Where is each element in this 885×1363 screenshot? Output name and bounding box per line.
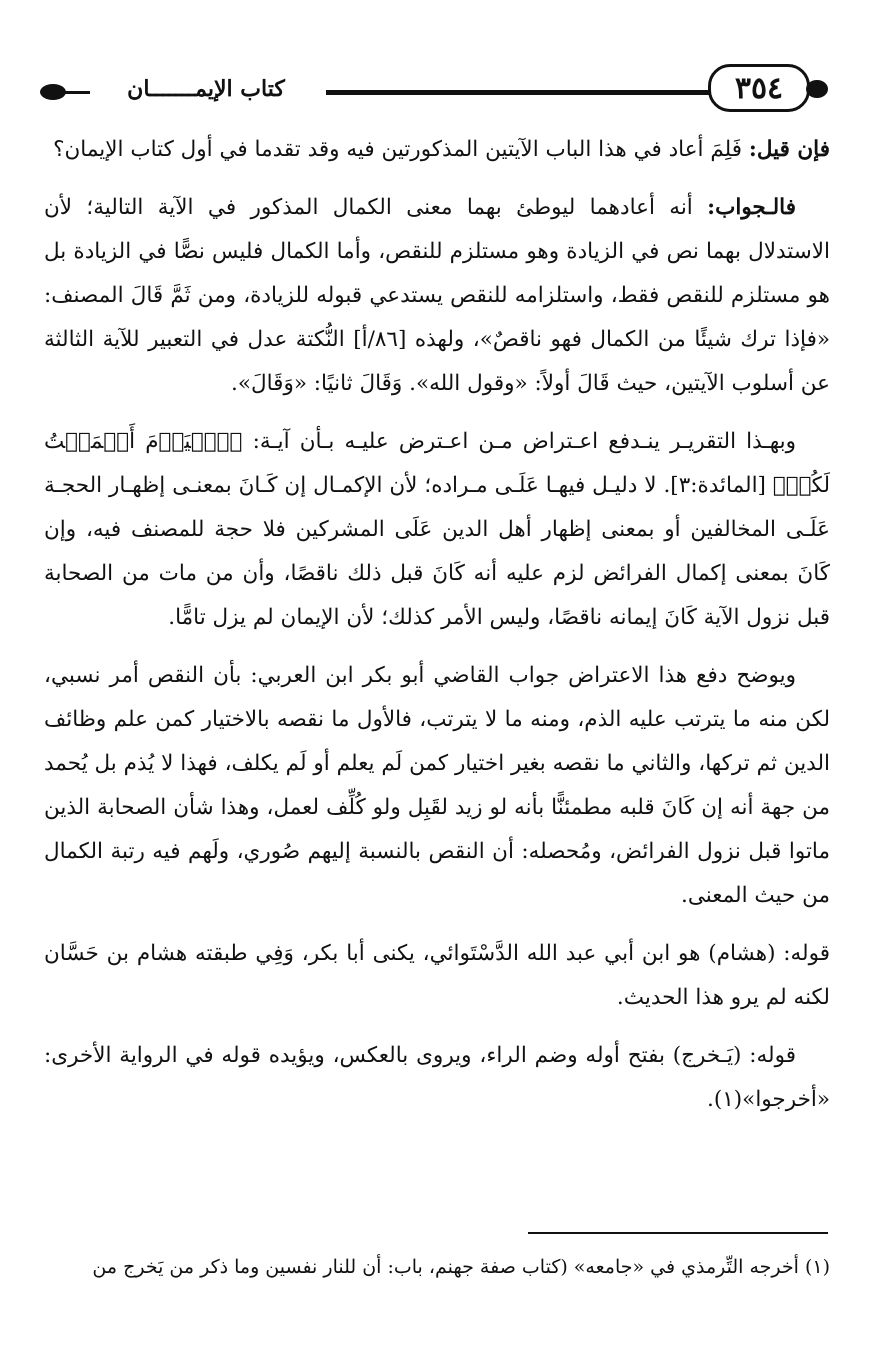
paragraph [44, 186, 830, 406]
paragraph-text: أنه أعادهما ليوطئ بهما معنى الكمال المذكور في الآية التالية؛ لأن الاستدلال بهما نص في الزيادة وهو مستلزم للنقص، وأما الكمال فليس نصًّا في الزيادة بل هو مستلزم للنقص فقط، واستلزامه للنقص يستدعي قبوله للزيادة، ومن ثَمَّ قَالَ المصنف: «فإذا ترك شيئًا من الكمال فهو ناقصٌ»، ولهذه [٨٦/أ] النُّكتة عدل في التعبير للآية الثالثة عن أسلوب الآيتين، حيث قَالَ أولاً: «وقول الله». وَقَالَ ثانيًا: «وَقَالَ». [44, 195, 831, 396]
footnote-rule [528, 1232, 828, 1234]
paragraph [44, 932, 830, 1020]
paragraph-text: وبهـذا التقريـر ينـدفع اعـتراض مـن اعـترض عليـه بـأن آيـة: ﴿ٱلۡيَوۡمَ أَكۡمَلۡتُ لَكُمۡ﴾ [المائدة:٣]. لا دليـل فيهـا عَلَـى مـراده؛ لأن الإكمـال إن كَـانَ بمعنـى إظهـار الحجـة عَلَـى المخالفين أو بمعنى إظهار أهل الدين عَلَى المشركين فلا حجة للمصنف فيه، وإن كَانَ بمعنى إكمال الفرائض لزم عليه أنه كَانَ قبل ذلك ناقصًا، وأن من مات من الصحابة قبل نزول الآية كَانَ إيمانه ناقصًا، وليس الأمر كذلك؛ لأن الإيمان لم يزل تامًّا. [44, 429, 830, 630]
paragraph-text: قوله: (يَـخرج) بفتح أوله وضم الراء، ويروى بالعكس، ويؤيده قوله في الرواية الأخرى: «أخرجوا»(١). [44, 1043, 830, 1112]
header-rule [326, 90, 710, 95]
paragraph [44, 654, 830, 918]
paragraph [44, 128, 830, 172]
paragraph-text: قوله: (هشام) هو ابن أبي عبد الله الدَّسْتَوائي، يكنى أبا بكر، وَفِي طبقته هشام بن حَسَّان لكنه لم يرو هذا الحديث. [44, 941, 830, 1010]
paragraph-text: ويوضح دفع هذا الاعتراض جواب القاضي أبو بكر ابن العربي: بأن النقص أمر نسبي، لكن منه ما يترتب عليه الذم، ومنه ما لا يترتب، فالأول ما نقصه بالاختيار كمن علم وظائف الدين ثم تركها، والثاني ما نقصه بغير اختيار كمن لَم يعلم أو لَم يكلف، فهذا لا يُذم بل يُحمد من جهة أنه إن كَانَ قلبه مطمئنًّا بأنه لو زيد لقَبِل ولو كُلِّف لعمل، وهذا شأن الصحابة الذين ماتوا قبل نزول الفرائض، ومُحصله: أن النقص بالنسبة إليهم صُوري، ولَهم فيه رتبة الكمال من حيث المعنى. [44, 663, 830, 908]
header-dot-left [40, 84, 66, 100]
page-number: ٣٥٤ [708, 64, 810, 112]
paragraph-text: فَلِمَ أعاد في هذا الباب الآيتين المذكورتين فيه وقد تقدما في أول كتاب الإيمان؟ [53, 137, 749, 162]
page-header [0, 60, 885, 120]
paragraph [44, 1034, 830, 1122]
paragraph [44, 420, 830, 640]
book-title: كتاب الإيمـــــــان [127, 76, 285, 102]
paragraph-lead: فإن قيل: [748, 137, 830, 162]
main-text [44, 128, 830, 1136]
paragraph-lead: فالـجواب: [707, 195, 796, 220]
footnote: (١) أخرجه التِّرمذي في «جامعه» (كتاب صفة جهنم، باب: أن للنار نفسين وما ذكر من يَخرج من [92, 1256, 830, 1278]
